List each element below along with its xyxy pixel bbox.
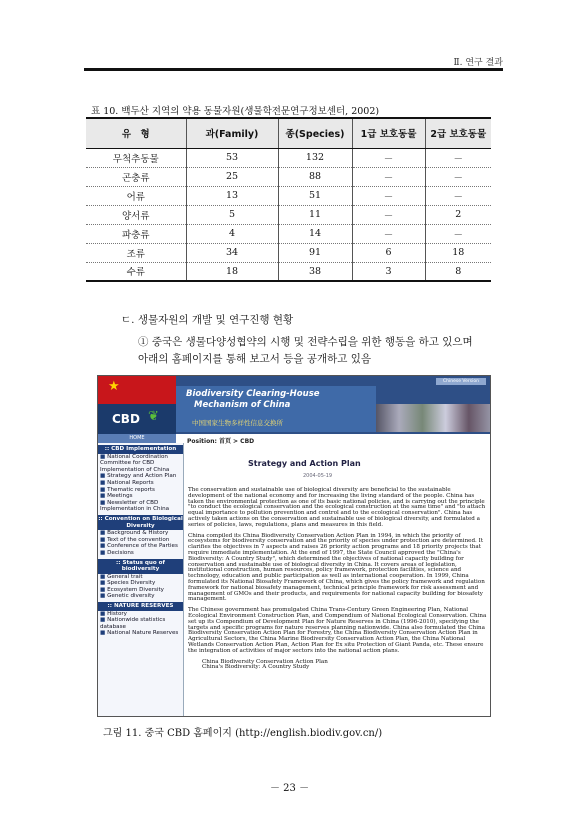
cell: 11 xyxy=(278,205,352,224)
sidebar-link[interactable]: ■ Conference of the Parties xyxy=(100,543,178,550)
col-class1: 1급 보호동물 xyxy=(352,118,425,148)
body-paragraph-line1: ① 중국은 생물다양성협약의 시행 및 전략수립을 위한 행동을 하고 있으며 xyxy=(138,336,473,348)
content-body xyxy=(188,488,488,671)
cell: 4 xyxy=(186,224,278,243)
cell: － xyxy=(425,224,491,243)
banner-line2: Mechanism of China xyxy=(194,400,291,410)
section-subhead: ㄷ. 생물자원의 개발 및 연구진행 현황 xyxy=(121,314,294,326)
banner-chinese: 中国国家生物多样性信息交换所 xyxy=(192,419,283,427)
breadcrumb: Position: 首页 > CBD xyxy=(187,438,255,445)
bullet-icon: ■ xyxy=(100,479,108,486)
cell: 18 xyxy=(425,243,491,262)
col-type: 유 형 xyxy=(86,118,186,148)
bullet-icon: ■ xyxy=(100,580,108,587)
cell: 132 xyxy=(278,148,352,167)
col-family: 과(Family) xyxy=(186,118,278,148)
table-row xyxy=(86,167,491,186)
table-row xyxy=(86,224,491,243)
content-title: Strategy and Action Plan xyxy=(248,459,361,468)
site-header xyxy=(98,376,491,434)
bullet-icon: ■ xyxy=(100,453,108,460)
cell: － xyxy=(352,205,425,224)
medicinal-fauna-table xyxy=(86,117,491,282)
sidebar-link[interactable]: ■ Text of the convention xyxy=(100,536,170,543)
bullet-icon: ■ xyxy=(100,530,108,537)
cell: 수류 xyxy=(86,262,186,281)
bullet-icon: ■ xyxy=(100,610,108,617)
document-link[interactable]: China's Biodiversity: A Country Study xyxy=(202,664,310,671)
cell: 25 xyxy=(186,167,278,186)
sidebar-link[interactable]: ■ Background & History xyxy=(100,530,169,537)
cell: 무척추동물 xyxy=(86,148,186,167)
sidebar-link[interactable]: ■ Strategy and Action Plan xyxy=(100,473,177,480)
bullet-icon: ■ xyxy=(100,630,108,637)
col-species: 종(Species) xyxy=(278,118,352,148)
content-paragraph: China compiled its China Biodiversity Conservation Action Plan in 1994, in which the priority of ecosystems for biodiversity conservation and the priority of species under protection are determined. It clarifies the objectives in 7 aspects and raises 26 priority action programs and 18 priority projects that require immediate implementation. At the end of 1997, the State Council approved the "China's Biodiversity: A Country Study", which determined the objectives of national capacity building for conservation and sustainable use of biological diversity in China. It covers areas of legislation, institutional construction, human resources, policy framework, protection facilities, science and technology, education and public participation as well as international cooperation. In 1999, China formulated its National Biosafety Framework of China, which gives the policy framework and regulation framework for national biosafety management, technical principle framework for risk assessment and management of GMOs and their products, and requirements for national capacity building for biosafety management. xyxy=(188,532,485,603)
body-paragraph-line2: 아래의 홈페이지를 통해 보고서 등을 공개하고 있음 xyxy=(138,353,372,365)
table-header-row xyxy=(86,118,491,148)
page-number: － 23 － xyxy=(270,783,310,794)
bullet-icon: ■ xyxy=(100,593,108,600)
sidebar-link[interactable]: ■ Nationwide statistics database xyxy=(100,617,166,630)
site-sidebar xyxy=(98,443,184,717)
sidebar-section-cbd: :: CBD Implementation xyxy=(98,445,183,454)
cell: － xyxy=(425,167,491,186)
cell: － xyxy=(352,148,425,167)
table-row xyxy=(86,186,491,205)
sidebar-section-convention: :: Convention on Biological Diversity xyxy=(98,515,183,529)
site-banner xyxy=(176,386,376,432)
bullet-icon: ■ xyxy=(100,543,108,550)
cell: － xyxy=(425,186,491,205)
cell: 6 xyxy=(352,243,425,262)
content-date: 2004-05-19 xyxy=(303,473,333,479)
sidebar-link[interactable]: ■ Newsletter of CBD Implementation in China xyxy=(100,499,170,513)
cell: 13 xyxy=(186,186,278,205)
cell: 8 xyxy=(425,262,491,281)
sidebar-link[interactable]: ■ National Coordination Committee for CBD Implementation of China xyxy=(100,453,170,473)
document-link[interactable]: China Biodiversity Conservation Action Plan xyxy=(202,658,328,665)
cell: 곤충류 xyxy=(86,167,186,186)
bullet-icon: ■ xyxy=(100,473,108,480)
home-link[interactable]: HOME xyxy=(98,434,176,443)
bullet-icon: ■ xyxy=(100,586,108,593)
cell: 88 xyxy=(278,167,352,186)
cell: 3 xyxy=(352,262,425,281)
bullet-icon: ■ xyxy=(100,549,108,556)
cell: 파충류 xyxy=(86,224,186,243)
cell: 조류 xyxy=(86,243,186,262)
logo-text: CBD xyxy=(112,412,140,426)
cell: 18 xyxy=(186,262,278,281)
cell: 5 xyxy=(186,205,278,224)
bullet-icon: ■ xyxy=(100,499,108,506)
sidebar-link[interactable]: ■ National Reports xyxy=(100,479,154,486)
star-icon: ★ xyxy=(108,379,120,394)
header-rule xyxy=(84,68,503,71)
table-row xyxy=(86,148,491,167)
cell: 38 xyxy=(278,262,352,281)
sidebar-link[interactable]: ■ History xyxy=(100,610,127,617)
cell: － xyxy=(352,167,425,186)
cell: 53 xyxy=(186,148,278,167)
sidebar-link[interactable]: ■ Decisions xyxy=(100,549,134,556)
leaf-icon: ❦ xyxy=(148,409,159,424)
bullet-icon: ■ xyxy=(100,573,108,580)
cell: 14 xyxy=(278,224,352,243)
cbd-website-screenshot xyxy=(97,375,491,717)
bullet-icon: ■ xyxy=(100,493,108,500)
figure-caption: 그림 11. 중국 CBD 홈페이지 (http://english.biodiv.gov.cn/) xyxy=(103,728,383,739)
sidebar-link[interactable]: ■ Ecosystem Diversity xyxy=(100,586,164,593)
chinese-version-link[interactable]: Chinese Version xyxy=(436,378,486,385)
content-paragraph: The conservation and sustainable use of biological diversity are beneficial to the sustainable development of the national economy and for increasing the living standard of the people. China has taken the environmental protection as one of its basic national policies, and is carrying out the principle "to conduct the ecological conservation and the ecological construction at the same time" and "to attach equal importance to pollution prevention and control and to the ecological conservation". China has actively taken actions on the conservation and sustainable use of biological diversity, and formulated a series of policies, laws, regulations, plans and measures in this field. xyxy=(188,487,486,528)
table-row xyxy=(86,243,491,262)
china-flag xyxy=(98,376,176,404)
sidebar-link[interactable]: ■ Species Diversity xyxy=(100,580,156,587)
sidebar-link[interactable]: ■ National Nature Reserves xyxy=(100,630,179,637)
content-paragraph: The Chinese government has promulgated China Trans-Century Green Engineering Plan, National Ecological Environment Construction Plan, and Compendium of National Ecological Conservation. China set up its Compendium of Development Plan for Nature Reserves in China (1996-2010), specifying the targets and specific programs for nature reserves planning nationwide. China also formulated the China Biodiversity Conservation Action Plan for Forestry, the China Biodiversity Conservation Action Plan in Agricultural Sectors, the China Marine Biodiversity Conservation Action Plan, the China National Wetlands Conservation Action Plan, Action Plan for Ex situ Protection of Giant Panda, etc. These ensure the integration of activities of major sectors into the national action plans. xyxy=(188,607,487,654)
running-head: Ⅱ. 연구 결과 xyxy=(453,58,503,68)
cbd-logo xyxy=(98,404,176,434)
sidebar-section-reserves: :: NATURE RESERVES xyxy=(98,602,183,611)
sidebar-link[interactable]: ■ General trait xyxy=(100,573,143,580)
bullet-icon: ■ xyxy=(100,486,108,493)
bullet-icon: ■ xyxy=(100,617,108,624)
cell: 양서류 xyxy=(86,205,186,224)
col-class2: 2급 보호동물 xyxy=(425,118,491,148)
cell: 어류 xyxy=(86,186,186,205)
table-row xyxy=(86,262,491,281)
cell: 2 xyxy=(425,205,491,224)
table-row xyxy=(86,205,491,224)
cell: 51 xyxy=(278,186,352,205)
cell: － xyxy=(352,186,425,205)
sidebar-link[interactable]: ■ Thematic reports xyxy=(100,486,155,493)
cell: － xyxy=(425,148,491,167)
cell: － xyxy=(352,224,425,243)
cell: 34 xyxy=(186,243,278,262)
banner-line1: Biodiversity Clearing-House xyxy=(186,389,320,399)
cell: 91 xyxy=(278,243,352,262)
sidebar-link[interactable]: ■ Meetings xyxy=(100,493,133,500)
sidebar-section-status: :: Status quo of biodiversity xyxy=(98,559,183,574)
bullet-icon: ■ xyxy=(100,536,108,543)
sidebar-link[interactable]: ■ Genetic diversity xyxy=(100,593,155,600)
photo-strip xyxy=(376,404,491,432)
table-caption: 표 10. 백두산 지역의 약용 동물자원(생물학전문연구정보센터, 2002) xyxy=(91,106,380,117)
